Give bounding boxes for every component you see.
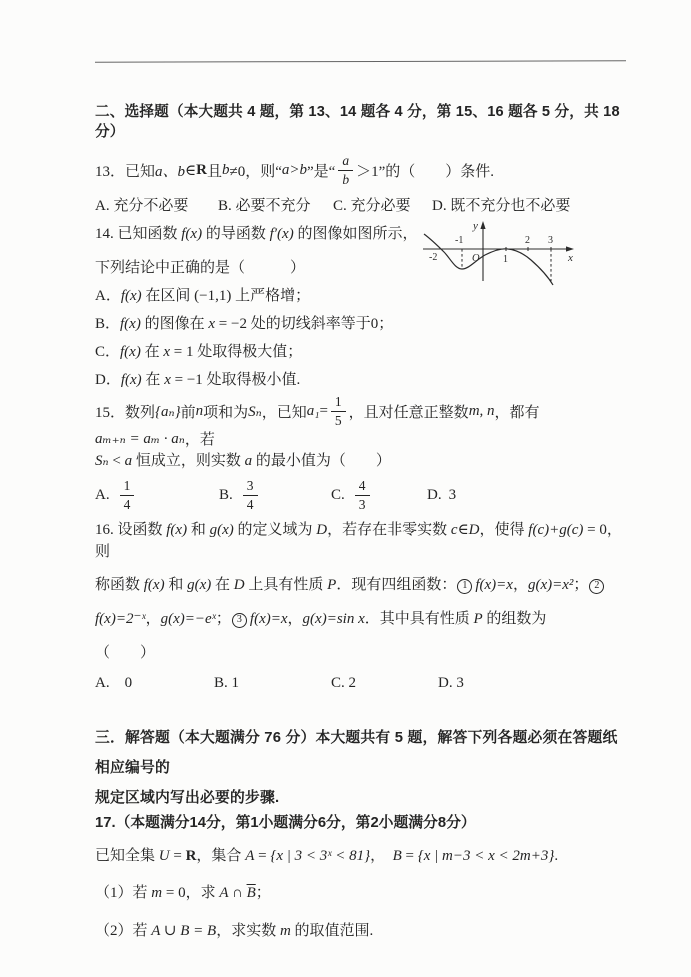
y-axis-label: y	[473, 220, 478, 232]
question-17-title: 17.（本题满分14分，第1小题满分6分，第2小题满分8分）	[95, 815, 476, 832]
question-13-options	[95, 196, 628, 216]
question-13-stem: 13．已知 a、b ∈ R 且 b ≠0，则“ a>b ”是“ a b ＞1”的（ ）条件.	[95, 152, 495, 187]
option-15-b: B. 3 4	[219, 478, 331, 512]
circled-3: 3	[232, 613, 247, 628]
question-15-stem-line2: Sₙ < a 恒成立，则实数 a 的最小值为（ ）	[95, 453, 391, 470]
section-3-header-line1: 三．解答题（本大题满分 76 分）本大题共有 5 题，解答下列各题必须在答题纸相应编号的	[95, 730, 618, 777]
tick-minus2: -2	[429, 252, 438, 263]
question-16	[95, 519, 628, 693]
question-15-options	[95, 475, 628, 515]
origin-label: O	[472, 253, 480, 264]
x-axis-label: x	[568, 252, 573, 264]
circled-1: 1	[457, 579, 472, 594]
paper-content	[95, 0, 628, 941]
option-13-b: B. 必要不充分	[218, 198, 311, 214]
option-16-a: A. 0	[95, 675, 133, 692]
question-17-stem: 已知全集 U = R，集合 A = {x | 3 < 3ˣ < 81}， B = {x | m−3 < x < 2m+3}.	[95, 848, 559, 865]
option-15-a: A. 1 4	[95, 478, 219, 512]
derivative-graph	[421, 219, 585, 293]
circled-2: 2	[589, 579, 604, 594]
option-14-a: A．f(x) 在区间 (−1,1) 上严格增；	[95, 288, 311, 304]
fraction-1-over-5: $\frac{1}{5}$	[331, 394, 346, 428]
option-13-d: D. 既不充分也不必要	[432, 198, 571, 214]
option-16-b: B. 1	[214, 675, 240, 692]
tick-1: 1	[503, 254, 508, 265]
fprime-curve	[424, 234, 553, 285]
fraction-3-over-4: 3 4	[243, 478, 258, 512]
b-complement: $\overline{B}$	[246, 885, 256, 902]
x-axis-arrow	[566, 246, 574, 251]
section-3-header	[95, 723, 628, 813]
y-axis-arrow	[480, 221, 485, 229]
question-16-answer-blank: （ ）	[95, 645, 156, 662]
question-17-part2: （2）若 A ∪ B = B，求实数 m 的取值范围.	[95, 923, 374, 940]
option-14-d: D．f(x) 在 x = −1 处取得极小值.	[95, 372, 301, 388]
option-16-d: D. 3	[438, 675, 464, 692]
question-14-stem: 14. 已知函数 f(x) 的导函数 f′(x) 的图像如图所示， 下列结论中正确的是（ ） y x O -2 -1 1 2 3	[95, 224, 628, 278]
tick-2: 2	[525, 235, 530, 246]
option-14-b: B．f(x) 的图像在 x = −2 处的切线斜率等于0；	[95, 316, 394, 332]
option-13-c: C. 充分必要	[333, 198, 411, 214]
option-13-a: A. 充分不必要	[95, 198, 189, 214]
question-16-stem-line3: f(x)=2⁻ˣ，g(x)=−eˣ； 3 f(x)=x，g(x)=sin x．其中具有性质 P 的组数为	[95, 611, 547, 628]
tick-minus1: -1	[455, 235, 464, 246]
option-16-c: C. 2	[331, 675, 357, 692]
fraction-1-over-4: 1 4	[120, 478, 135, 512]
question-16-options	[95, 673, 628, 693]
option-14-c: C．f(x) 在 x = 1 处取得极大值；	[95, 344, 303, 360]
fraction-a-over-b: a b	[338, 153, 353, 187]
question-16-stem-line1: 16. 设函数 f(x) 和 g(x) 的定义域为 D，若存在非零实数 c∈D，使得 f(c)+g(c) = 0，则	[95, 522, 622, 561]
tick-3: 3	[548, 235, 553, 246]
question-14-options	[95, 282, 628, 394]
fraction-4-over-3: 4 3	[355, 478, 370, 512]
question-17-part1: （1）若 m = 0，求 A ∩ $\overline{B}$；	[95, 885, 271, 902]
question-15-stem-line1: 15．数列 {aₙ} 前 n 项和为 Sₙ ，已知 a₁ = $\frac{1}{5}$ ，且对任意正整数 m, n ，都有 aₘ₊ₙ = aₘ · aₙ ，若	[95, 394, 540, 449]
section-3-header-line2: 规定区域内写出必要的步骤.	[95, 790, 280, 807]
option-15-d: D. 3	[427, 486, 457, 503]
question-16-stem-line2: 称函数 f(x) 和 g(x) 在 D 上具有性质 P．现有四组函数： 1 f(x)=x，g(x)=x²； 2	[95, 573, 628, 597]
section-2-header: 二、选择题（本大题共 4 题，第 13、14 题各 4 分，第 15、16 题各 5 分，共 18 分）	[95, 104, 620, 140]
option-15-c: C. 4 3	[331, 478, 427, 512]
